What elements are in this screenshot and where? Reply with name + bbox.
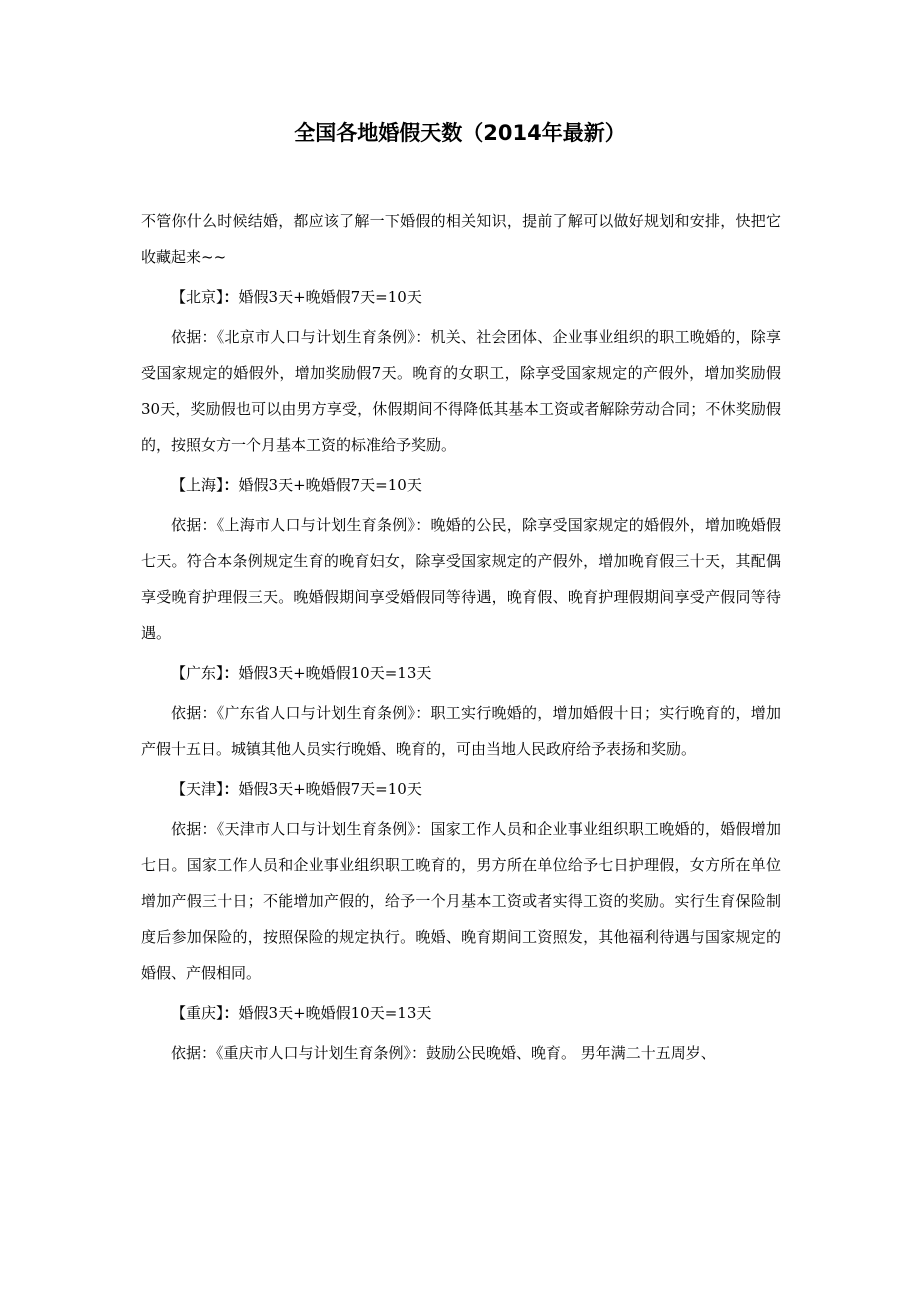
section-basis-beijing: 依据：《北京市人口与计划生育条例》：机关、社会团体、企业事业组织的职工晚婚的，除享受国家规定的婚假外，增加奖励假7天。晚育的女职工，除享受国家规定的产假外，增加奖励假30天，奖励假也可以由男方享受，休假期间不得降低其基本工资或者解除劳动合同；不休奖励假的，按照女方一个月基本工资的标准给予奖励。 (141, 328, 781, 454)
region-name: 【北京】 (171, 288, 224, 306)
leave-summary: 婚假3天+晚婚假7天=10天 (238, 476, 422, 494)
leave-summary: 婚假3天+晚婚假7天=10天 (238, 288, 422, 306)
section-heading-tianjin (141, 771, 781, 807)
section-basis-shanghai: 依据：《上海市人口与计划生育条例》：晚婚的公民，除享受国家规定的婚假外，增加晚婚假七天。符合本条例规定生育的晚育妇女，除享受国家规定的产假外，增加晚育假三十天，其配偶享受晚育护理假三天。晚婚假期间享受婚假同等待遇，晚育假、晚育护理假期间享受产假同等待遇。 (141, 516, 781, 642)
region-name: 【天津】 (171, 780, 224, 798)
section-basis-tianjin: 依据：《天津市人口与计划生育条例》：国家工作人员和企业事业组织职工晚婚的，婚假增加七日。国家工作人员和企业事业组织职工晚育的，男方所在单位给予七日护理假，女方所在单位增加产假三十日；不能增加产假的，给予一个月基本工资或者实得工资的奖励。实行生育保险制度后参加保险的，按照保险的规定执行。晚婚、晚育期间工资照发，其他福利待遇与国家规定的婚假、产假相同。 (141, 820, 781, 982)
leave-summary: 婚假3天+晚婚假10天=13天 (238, 664, 432, 682)
section-basis-chongqing: 依据：《重庆市人口与计划生育条例》：鼓励公民晚婚、晚育。 男年满二十五周岁、 (171, 1044, 716, 1062)
section-heading-chongqing (141, 995, 781, 1031)
section-heading-guangdong (141, 655, 781, 691)
region-name: 【上海】 (171, 476, 224, 494)
region-colon: ： (223, 288, 239, 306)
region-name: 【广东】 (171, 664, 224, 682)
region-colon: ： (223, 476, 239, 494)
region-colon: ： (223, 1004, 239, 1022)
leave-summary: 婚假3天+晚婚假10天=13天 (238, 1004, 432, 1022)
leave-summary: 婚假3天+晚婚假7天=10天 (238, 780, 422, 798)
page-title: 全国各地婚假天数（2014年最新） (294, 121, 626, 145)
region-colon: ： (223, 664, 239, 682)
document-body (141, 203, 781, 1075)
region-name: 【重庆】 (171, 1004, 224, 1022)
region-colon: ： (223, 780, 239, 798)
section-heading-shanghai (141, 467, 781, 503)
section-basis-guangdong: 依据：《广东省人口与计划生育条例》：职工实行晚婚的，增加婚假十日；实行晚育的，增加产假十五日。城镇其他人员实行晚婚、晚育的，可由当地人民政府给予表扬和奖励。 (141, 704, 781, 758)
section-heading-beijing (141, 279, 781, 315)
intro-paragraph: 不管你什么时候结婚，都应该了解一下婚假的相关知识，提前了解可以做好规划和安排，快把它收藏起来~~ (141, 212, 781, 266)
